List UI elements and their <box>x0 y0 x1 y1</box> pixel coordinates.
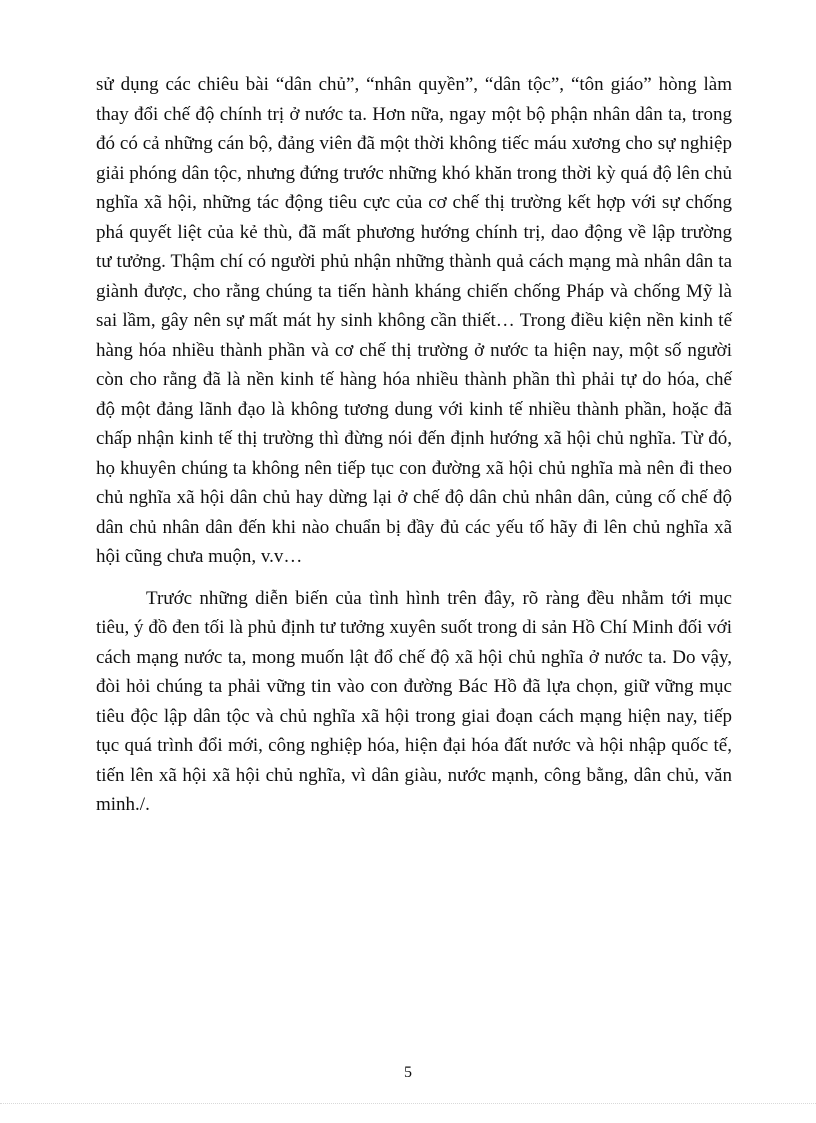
page-bottom-divider <box>0 1103 816 1104</box>
paragraph-conclusion: Trước những diễn biến của tình hình trên đây, rõ ràng đều nhằm tới mục tiêu, ý đồ đen tối là phủ định tư tưởng xuyên suốt trong di sản Hồ Chí Minh đối với cách mạng nước ta, mong muốn lật đổ chế độ xã hội chủ nghĩa ở nước ta. Do vậy, đòi hỏi chúng ta phải vững tin vào con đường Bác Hồ đã lựa chọn, giữ vững mục tiêu độc lập dân tộc và chủ nghĩa xã hội trong giai đoạn cách mạng hiện nay, tiếp tục quá trình đổi mới, công nghiệp hóa, hiện đại hóa đất nước và hội nhập quốc tế, tiến lên xã hội xã hội chủ nghĩa, vì dân giàu, nước mạnh, công bằng, dân chủ, văn minh./. <box>96 587 732 815</box>
body-text <box>96 70 732 820</box>
page-number: 5 <box>404 1064 412 1081</box>
paragraph-continuation: sử dụng các chiêu bài “dân chủ”, “nhân quyền”, “dân tộc”, “tôn giáo” hòng làm thay đổi chế độ chính trị ở nước ta. Hơn nữa, ngay một bộ phận nhân dân ta, trong đó có cả những cán bộ, đảng viên đã một thời không tiếc máu xương cho sự nghiệp giải phóng dân tộc, nhưng đứng trước những khó khăn trong thời kỳ quá độ lên chủ nghĩa xã hội, những tác động tiêu cực của cơ chế thị trường kết hợp với sự chống phá quyết liệt của kẻ thù, đã mất phương hướng chính trị, dao động về lập trường tư tưởng. Thậm chí có người phủ nhận những thành quả cách mạng mà nhân dân ta giành được, cho rằng chúng ta tiến hành kháng chiến chống Pháp và chống Mỹ là sai lầm, gây nên sự mất mát hy sinh không cần thiết… Trong điều kiện nền kinh tế hàng hóa nhiều thành phần và cơ chế thị trường ở nước ta hiện nay, một số người còn cho rằng đã là nền kinh tế hàng hóa nhiều thành phần thì phải tự do hóa, chế độ một đảng lãnh đạo là không tương dung với kinh tế nhiều thành phần, hoặc đã chấp nhận kinh tế thị trường thì đừng nói đến định hướng xã hội chủ nghĩa. Từ đó, họ khuyên chúng ta không nên tiếp tục con đường xã hội chủ nghĩa mà nên đi theo chủ nghĩa xã hội dân chủ hay dừng lại ở chế độ dân chủ nhân dân, củng cố chế độ dân chủ nhân dân đến khi nào chuẩn bị đầy đủ các yếu tố hãy đi lên chủ nghĩa xã hội cũng chưa muộn, v.v… <box>96 74 732 567</box>
